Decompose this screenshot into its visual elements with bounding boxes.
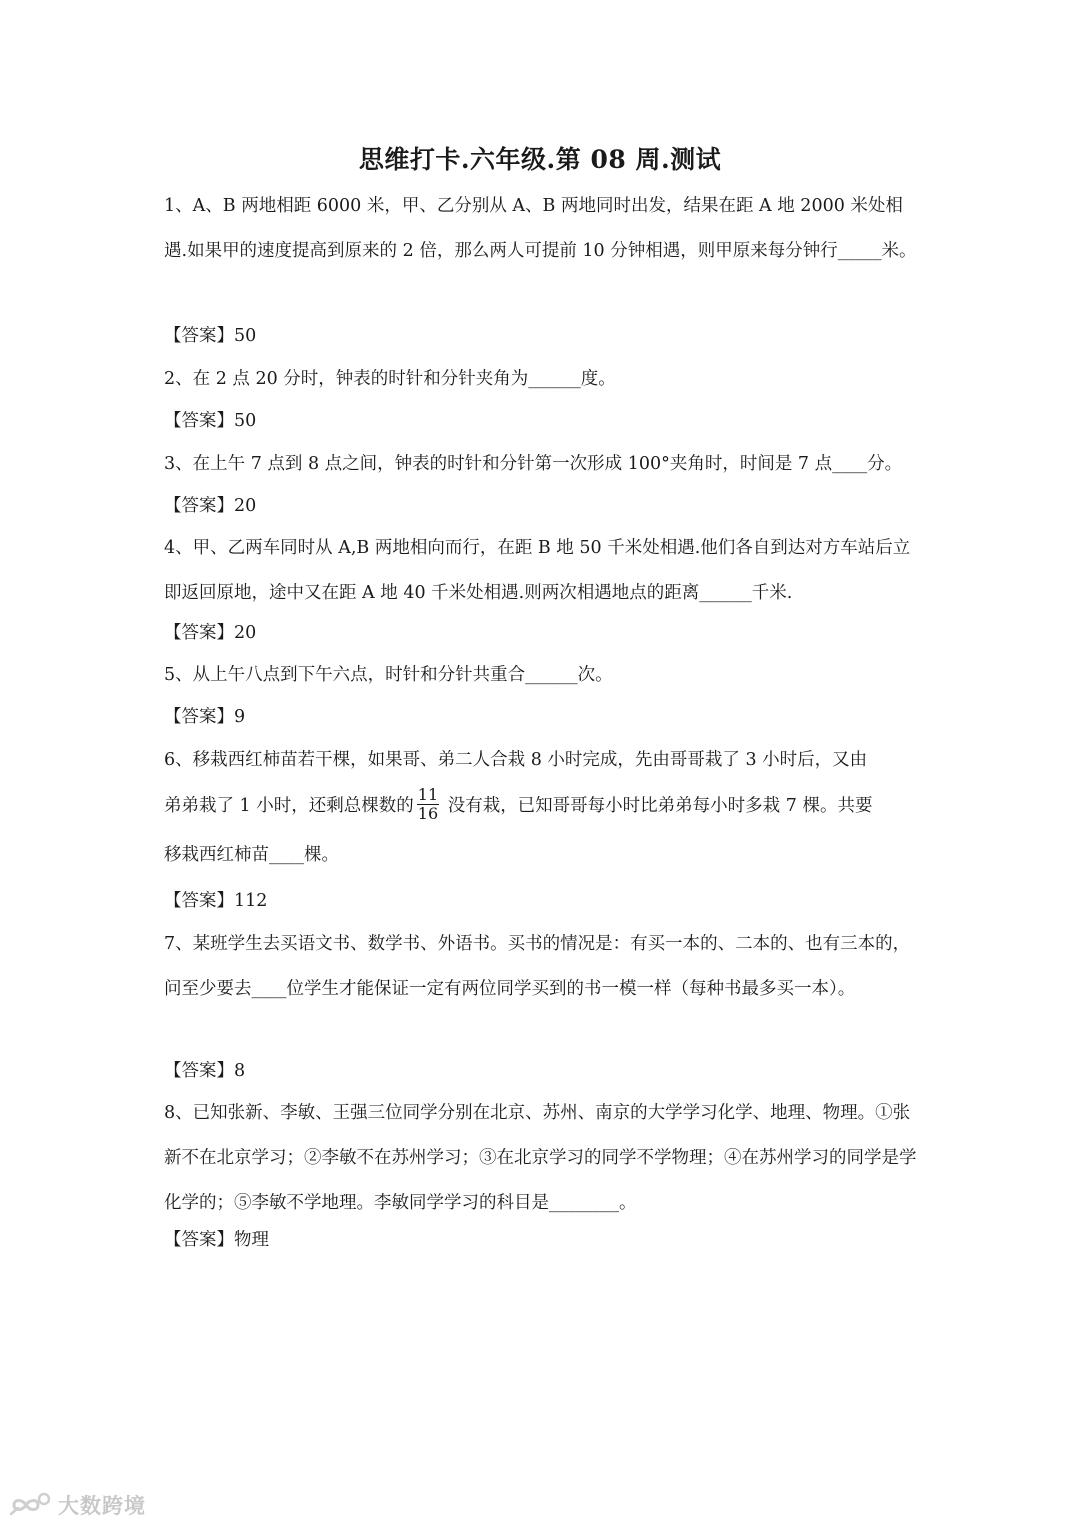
question-2: 2、在 2 点 20 分时，钟表的时针和分针夹角为______度。	[164, 369, 616, 389]
question-6-line-2-before: 弟弟栽了 1 小时，还剩总棵数的	[164, 796, 414, 816]
question-6	[164, 738, 920, 879]
question-6-line-2	[164, 781, 920, 831]
answer-5: 【答案】9	[164, 707, 246, 727]
answer-4: 【答案】20	[164, 623, 257, 643]
answer-1: 【答案】50	[164, 326, 257, 346]
watermark	[8, 1488, 146, 1522]
question-5: 5、从上午八点到下午六点，时针和分针共重合______次。	[164, 665, 613, 685]
page-title: 思维打卡.六年级.第 08 周.测试	[358, 145, 722, 174]
watermark-text: 大数跨境	[58, 1494, 146, 1518]
question-7: 7、某班学生去买语文书、数学书、外语书。买书的情况是：有买一本的、二本的、也有三本的，问至少要去____位学生才能保证一定有两位同学买到的书一模一样（每种书最多买一本）。	[164, 934, 911, 999]
question-1: 1、A、B 两地相距 6000 米，甲、乙分别从 A、B 两地同时出发，结果在距 A 地 2000 米处相遇.如果甲的速度提高到原来的 2 倍，那么两人可提前 10 分钟相遇，则甲原来每分钟行_____米。	[164, 196, 917, 261]
answer-8: 【答案】物理	[164, 1230, 269, 1250]
answer-7: 【答案】8	[164, 1061, 246, 1081]
question-8: 8、已知张新、李敏、王强三位同学分别在北京、苏州、南京的大学学习化学、地理、物理。①张新不在北京学习；②李敏不在苏州学习；③在北京学习的同学不学物理；④在苏州学习的同学是学化学的；⑤李敏不学地理。李敏同学学习的科目是________。	[164, 1103, 917, 1213]
question-6-line-1: 6、移栽西红柿苗若干棵，如果哥、弟二人合栽 8 小时完成，先由哥哥栽了 3 小时后，又由	[164, 750, 868, 770]
answer-3: 【答案】20	[164, 496, 257, 516]
fraction-denominator: 16	[417, 804, 439, 823]
question-6-line-3: 移栽西红柿苗____棵。	[164, 845, 339, 865]
question-4: 4、甲、乙两车同时从 A,B 两地相向而行，在距 B 地 50 千米处相遇.他们各自到达对方车站后立即返回原地，途中又在距 A 地 40 千米处相遇.则两次相遇地点的距离______千米.	[164, 538, 911, 603]
question-3: 3、在上午 7 点到 8 点之间，钟表的时针和分针第一次形成 100°夹角时，时间是 7 点____分。	[164, 454, 903, 474]
answer-6: 【答案】112	[164, 891, 268, 911]
question-6-line-2-after: 没有栽，已知哥哥每小时比弟弟每小时多栽 7 棵。共要	[442, 796, 873, 816]
fraction	[417, 786, 439, 823]
infinity-logo-icon	[8, 1490, 52, 1520]
answer-2: 【答案】50	[164, 411, 257, 431]
fraction-numerator: 11	[417, 785, 439, 804]
